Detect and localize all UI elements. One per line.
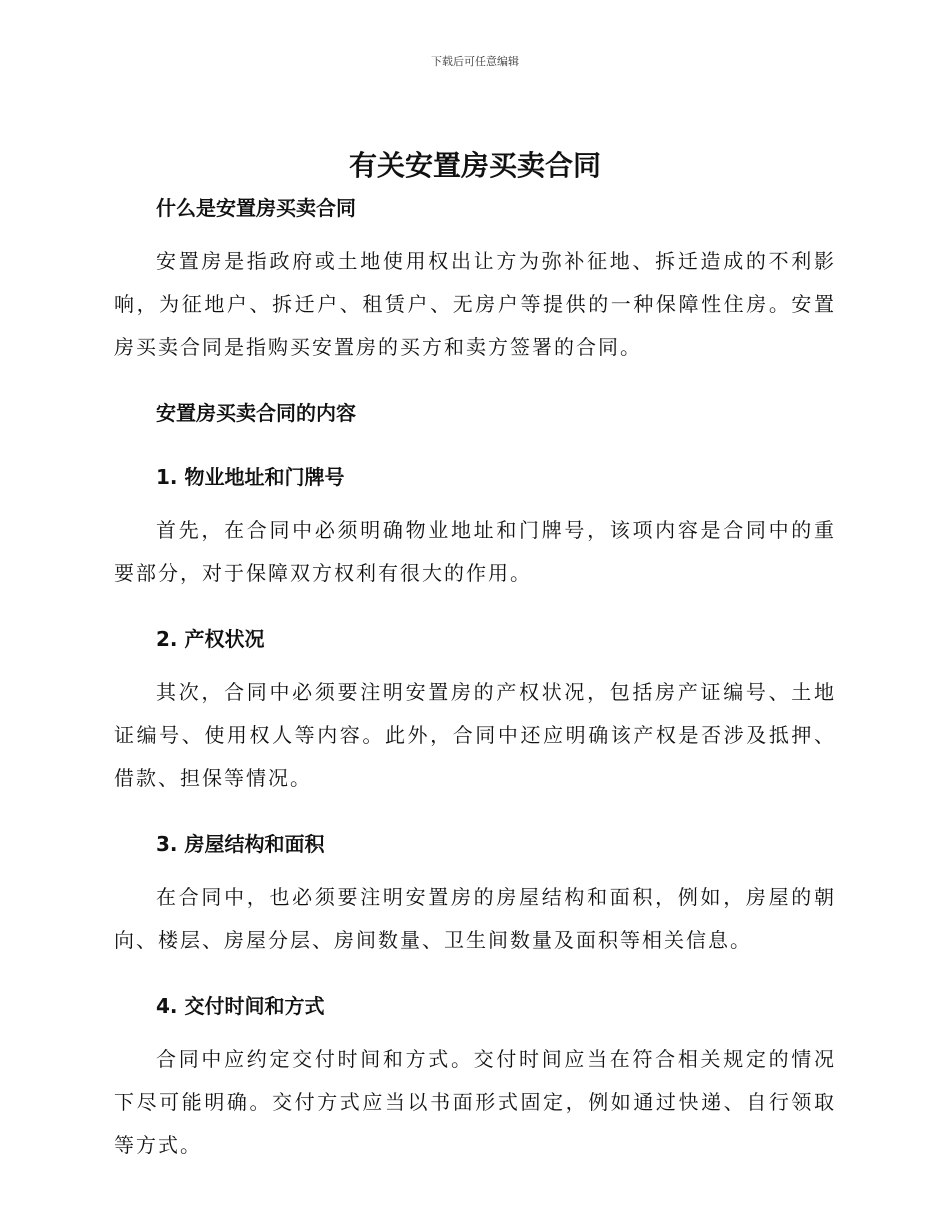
section-heading-delivery: 4. 交付时间和方式 [156,994,325,1018]
document-body [114,190,836,1167]
section-heading-what-is: 什么是安置房买卖合同 [156,196,356,220]
section-body-delivery: 合同中应约定交付时间和方式。交付时间应当在符合相关规定的情况下尽可能明确。交付方式应当以书面形式固定，例如通过快递、自行领取等方式。 [114,1047,836,1157]
section-heading-property-rights: 2. 产权状况 [156,627,265,651]
section-body-structure-area: 在合同中，也必须要注明安置房的房屋结构和面积，例如，房屋的朝向、楼层、房屋分层、房间数量、卫生间数量及面积等相关信息。 [114,885,836,952]
section-body-address: 首先，在合同中必须明确物业地址和门牌号，该项内容是合同中的重要部分，对于保障双方权利有很大的作用。 [114,518,836,585]
page-header-note: 下载后可任意编辑 [431,55,519,68]
document-title: 有关安置房买卖合同 [348,149,601,182]
section-heading-address: 1. 物业地址和门牌号 [156,465,345,489]
section-heading-structure-area: 3. 房屋结构和面积 [156,832,325,856]
section-heading-contents: 安置房买卖合同的内容 [156,401,356,425]
section-body-what-is: 安置房是指政府或土地使用权出让方为弥补征地、拆迁造成的不利影响，为征地户、拆迁户、租赁户、无房户等提供的一种保障性住房。安置房买卖合同是指购买安置房的买方和卖方签署的合同。 [114,249,836,359]
section-body-property-rights: 其次，合同中必须要注明安置房的产权状况，包括房产证编号、土地证编号、使用权人等内容。此外，合同中还应明确该产权是否涉及抵押、借款、担保等情况。 [114,680,836,790]
